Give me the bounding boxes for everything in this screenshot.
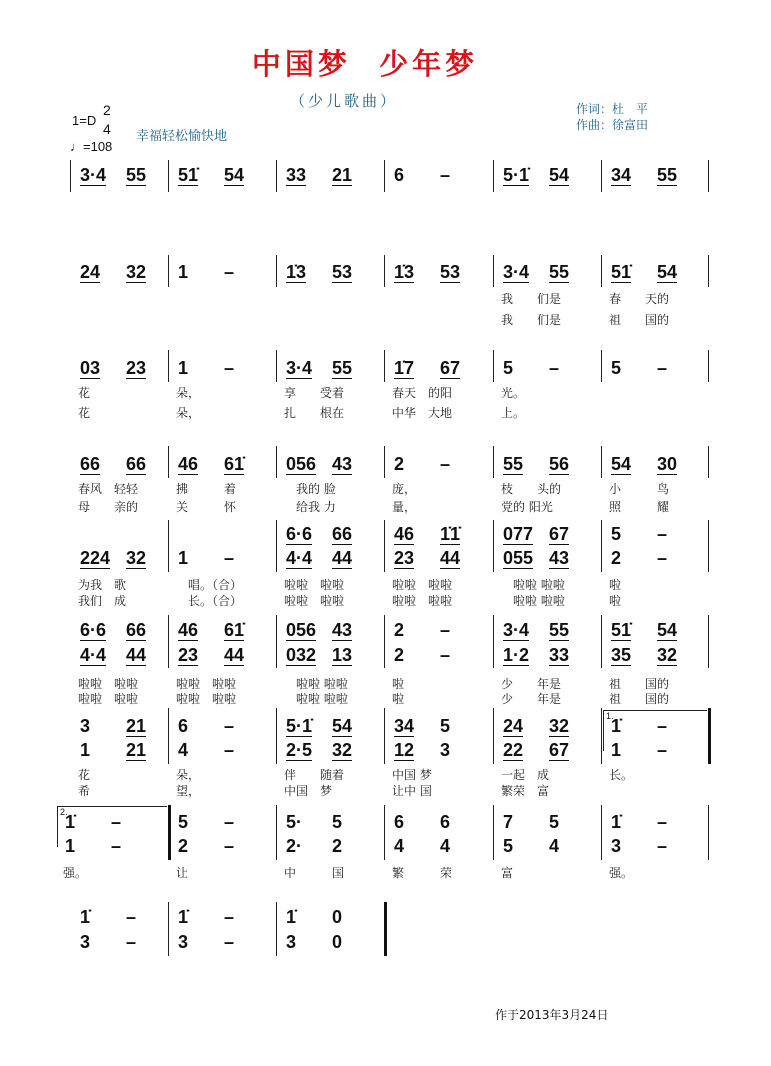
note-upper: 21 <box>332 165 353 185</box>
barline <box>493 350 494 382</box>
barline <box>276 446 277 478</box>
lyric-1: 花 <box>78 386 151 400</box>
note-upper: 66 <box>126 620 147 640</box>
note-upper: 7 <box>503 812 514 832</box>
lyric-2: 让中 国 <box>392 784 432 798</box>
note-upper: 55 <box>503 454 524 474</box>
note-lower: 4 <box>440 836 451 856</box>
note-upper: 5· <box>286 812 303 832</box>
lyric-1: 啦啦 啦啦 <box>78 677 139 691</box>
note-upper: 1̇ <box>611 812 622 832</box>
barline <box>384 615 385 668</box>
volta-bracket: 2. <box>57 806 167 847</box>
note-upper: 54 <box>611 454 632 474</box>
note-upper: 54 <box>549 165 570 185</box>
barline <box>493 805 494 860</box>
note-upper: 32 <box>549 716 570 736</box>
lyric-1: 享 受着 <box>284 386 345 400</box>
lyric-2: 繁荣 富 <box>501 784 550 798</box>
note-upper: 54 <box>657 262 678 282</box>
note-lower: 67 <box>549 740 570 760</box>
note-upper: 3·4 <box>286 358 313 378</box>
note-upper: – <box>549 358 560 378</box>
lyric-1: 朵， <box>176 386 201 400</box>
note-lower: 32 <box>657 645 678 665</box>
note-upper: 5 <box>549 812 560 832</box>
note-lower: – <box>224 548 235 568</box>
lyric-2: 党的 阳光 <box>501 500 553 514</box>
note-lower: 1 <box>178 548 189 568</box>
note-lower: 2 <box>332 836 343 856</box>
note-upper: 51̇ <box>611 620 632 640</box>
note-upper: 1̇3 <box>286 262 307 282</box>
barline <box>384 350 385 382</box>
note-lower: 3 <box>178 932 189 952</box>
note-upper: 43 <box>332 454 353 474</box>
double-barline <box>168 805 171 860</box>
barline <box>708 615 709 668</box>
lyric-2: 量， <box>392 500 417 514</box>
note-lower: 3 <box>440 740 451 760</box>
lyric-2: 中华 大地 <box>392 406 453 420</box>
note-upper: 54 <box>332 716 353 736</box>
lyric-1: 拂 着 <box>176 482 237 496</box>
lyric-1: 祖 国的 <box>609 677 670 691</box>
note-lower: 4 <box>178 740 189 760</box>
note-lower: 055 <box>503 548 534 568</box>
note-lower: 2 <box>394 645 405 665</box>
lyric-1: 啦 <box>392 677 405 691</box>
note-upper: 43 <box>332 620 353 640</box>
lyric-1: 啦啦 啦啦 <box>176 677 237 691</box>
note-upper: 55 <box>549 262 570 282</box>
note-upper: 46 <box>178 620 199 640</box>
note-lower: 22 <box>503 740 524 760</box>
barline <box>168 160 169 192</box>
lyric-1: 啦啦 啦啦 <box>284 578 345 592</box>
barline <box>276 805 277 860</box>
lyric-1: 我的 脸 <box>284 482 336 496</box>
note-lower: 23 <box>394 548 415 568</box>
barline <box>168 708 169 764</box>
lyric-1: 唱。（合） <box>176 578 243 592</box>
barline <box>384 255 385 287</box>
barline <box>708 350 709 382</box>
note-upper: 2 <box>394 620 405 640</box>
barline <box>601 615 602 668</box>
barline <box>276 902 277 956</box>
note-lower: 0 <box>332 932 343 952</box>
note-upper: 30 <box>657 454 678 474</box>
barline <box>708 520 709 572</box>
note-upper: – <box>224 716 235 736</box>
note-lower: 23 <box>178 645 199 665</box>
barline <box>168 350 169 382</box>
note-upper: 6 <box>394 812 405 832</box>
note-upper: 66 <box>332 524 353 544</box>
lyric-1: 强。 <box>63 866 88 880</box>
note-lower: – <box>657 548 668 568</box>
note-lower: – <box>126 932 137 952</box>
note-lower: – <box>440 645 451 665</box>
barline <box>168 520 169 572</box>
barline <box>384 520 385 572</box>
note-upper: 5 <box>332 812 343 832</box>
barline <box>601 805 602 860</box>
note-lower: 2 <box>178 836 189 856</box>
lyric-1: 一起 成 <box>501 768 550 782</box>
lyric-1: 长。 <box>609 768 634 782</box>
note-upper: 66 <box>80 454 101 474</box>
note-upper: 6·6 <box>80 620 107 640</box>
note-upper: 55 <box>126 165 147 185</box>
lyric-2: 上。 <box>501 406 526 420</box>
barline <box>168 446 169 478</box>
barline <box>708 255 709 287</box>
lyric-2: 少 年是 <box>501 692 562 706</box>
lyric-1: 春天 的阳 <box>392 386 453 400</box>
note-upper: 1 <box>178 358 189 378</box>
song-title: 中国梦 少年梦 <box>251 47 479 81</box>
note-upper: 6 <box>440 812 451 832</box>
lyric-1: 花 <box>78 768 91 782</box>
barline <box>276 255 277 287</box>
note-upper: 32 <box>126 262 147 282</box>
note-upper: 3·4 <box>503 620 530 640</box>
note-lower: 1 <box>80 740 91 760</box>
barline <box>276 615 277 668</box>
barline <box>493 255 494 287</box>
note-lower: 224 <box>80 548 111 568</box>
note-upper: 1 <box>178 262 189 282</box>
note-upper: 1̇1̇ <box>440 524 461 544</box>
note-lower: 5 <box>503 836 514 856</box>
lyric-1: 春风 轻轻 <box>78 482 139 496</box>
lyric-1: 强。 <box>609 866 634 880</box>
note-lower: 2· <box>286 836 303 856</box>
note-upper: – <box>657 524 668 544</box>
note-upper: 5·1̇ <box>286 716 313 736</box>
note-lower: 44 <box>126 645 147 665</box>
lyric-1: 啦啦 啦啦 <box>284 677 348 691</box>
note-upper: 1̇ <box>611 716 622 736</box>
note-lower: 44 <box>440 548 461 568</box>
lyric-1: 啦 <box>609 578 622 592</box>
composer: 作曲：徐富田 <box>576 118 649 132</box>
lyric-1: 少 年是 <box>501 677 562 691</box>
note-upper: 3·4 <box>503 262 530 282</box>
note-upper: 5·1̇ <box>503 165 530 185</box>
note-lower: – <box>111 836 122 856</box>
note-lower: – <box>224 836 235 856</box>
barline <box>168 902 169 956</box>
lyric-1: 我 们是 <box>501 292 562 306</box>
note-upper: 1̇7 <box>394 358 415 378</box>
lyric-2: 望， <box>176 784 201 798</box>
note-upper: 51̇ <box>178 165 199 185</box>
lyric-2: 花 <box>78 406 151 420</box>
note-lower: 1·2 <box>503 645 530 665</box>
note-upper: 34 <box>394 716 415 736</box>
time-signature-bottom: 4 <box>103 121 111 137</box>
lyric-1: 为我 歌 <box>78 578 127 592</box>
barline <box>493 446 494 478</box>
note-lower: 1 <box>611 740 622 760</box>
note-lower: 33 <box>549 645 570 665</box>
lyric-1: 小 鸟 <box>609 482 670 496</box>
note-upper: 55 <box>657 165 678 185</box>
note-upper: – <box>440 165 451 185</box>
barline <box>493 520 494 572</box>
note-lower: 35 <box>611 645 632 665</box>
lyric-1: 啦啦 啦啦 <box>392 578 453 592</box>
lyricist: 作词：杜 平 <box>576 102 649 116</box>
note-upper: – <box>657 716 668 736</box>
lyric-2: 关 怀 <box>176 500 237 514</box>
note-upper: 1̇3 <box>394 262 415 282</box>
note-upper: 1̇ <box>178 907 189 927</box>
barline <box>276 350 277 382</box>
note-upper: 24 <box>503 716 524 736</box>
note-lower: 1 <box>65 836 76 856</box>
note-lower: 2·5 <box>286 740 313 760</box>
lyric-2: 中国 梦 <box>284 784 333 798</box>
lyric-1: 让 <box>176 866 189 880</box>
footer-date: 作于2013年3月24日 <box>495 1008 609 1022</box>
note-upper: 46 <box>178 454 199 474</box>
barline <box>601 350 602 382</box>
barline <box>276 160 277 192</box>
note-upper: 1̇ <box>80 907 91 927</box>
note-upper: 61̇ <box>224 454 245 474</box>
note-lower: – <box>224 932 235 952</box>
note-upper: 1̇ <box>65 812 76 832</box>
lyric-2: 啦啦 啦啦 <box>78 692 139 706</box>
note-upper: 34 <box>611 165 632 185</box>
note-lower: 4·4 <box>80 645 107 665</box>
barline <box>601 446 602 478</box>
lyric-2: 我 们是 <box>501 313 562 327</box>
note-upper: 056 <box>286 454 317 474</box>
lyric-2: 希 <box>78 784 91 798</box>
lyric-2: 照 耀 <box>609 500 670 514</box>
barline <box>384 160 385 192</box>
lyric-2: 我们 成 <box>78 594 127 608</box>
note-upper: 3·4 <box>80 165 107 185</box>
lyric-2: 啦 <box>392 692 405 706</box>
note-upper: 0 <box>332 907 343 927</box>
lyric-1: 伴 随着 <box>284 768 345 782</box>
note-upper: 53 <box>332 262 353 282</box>
lyric-2: 啦啦 啦啦 <box>176 692 237 706</box>
lyric-1: 中国 梦 <box>392 768 432 782</box>
note-upper: 54 <box>657 620 678 640</box>
note-lower: 4 <box>394 836 405 856</box>
note-lower: – <box>657 836 668 856</box>
note-lower: 32 <box>126 548 147 568</box>
note-upper: 03 <box>80 358 101 378</box>
note-upper: 67 <box>549 524 570 544</box>
barline <box>384 805 385 860</box>
note-upper: 2 <box>394 454 405 474</box>
note-lower: 44 <box>224 645 245 665</box>
barline <box>601 520 602 572</box>
note-lower: – <box>657 740 668 760</box>
note-upper: – <box>111 812 122 832</box>
barline <box>493 615 494 668</box>
note-upper: 55 <box>332 358 353 378</box>
note-upper: 077 <box>503 524 534 544</box>
note-lower: 44 <box>332 548 353 568</box>
lyric-1: 春 天的 <box>609 292 670 306</box>
lyric-2: 啦啦 啦啦 <box>284 692 348 706</box>
note-lower: 2 <box>611 548 622 568</box>
note-lower: 3 <box>80 932 91 952</box>
system-bracket <box>70 160 71 192</box>
note-upper: – <box>224 358 235 378</box>
expression-marking: 幸福轻松愉快地 <box>136 129 228 144</box>
barline <box>168 615 169 668</box>
note-lower: 032 <box>286 645 317 665</box>
barline <box>493 708 494 764</box>
note-upper: – <box>440 620 451 640</box>
barline <box>708 160 709 192</box>
barline <box>168 255 169 287</box>
note-upper: – <box>657 358 668 378</box>
note-upper: 51̇ <box>611 262 632 282</box>
repeat-barline <box>708 708 711 764</box>
barline <box>708 446 709 478</box>
note-upper: 5 <box>440 716 451 736</box>
note-upper: 6 <box>178 716 189 736</box>
note-upper: 1̇ <box>286 907 297 927</box>
note-upper: 66 <box>126 454 147 474</box>
note-upper: 21 <box>126 716 147 736</box>
note-upper: 55 <box>549 620 570 640</box>
note-upper: – <box>224 907 235 927</box>
barline <box>601 160 602 192</box>
barline <box>276 520 277 572</box>
lyric-1: 枝 头的 <box>501 482 562 496</box>
note-lower: 12 <box>394 740 415 760</box>
lyric-2: 长。（合） <box>176 594 243 608</box>
lyric-2: 祖 国的 <box>609 313 670 327</box>
double-barline <box>384 902 387 956</box>
note-upper: 56 <box>549 454 570 474</box>
note-lower: 43 <box>549 548 570 568</box>
time-signature-top: 2 <box>103 102 111 118</box>
lyric-1: 光。 <box>501 386 526 400</box>
song-subtitle: （少儿歌曲） <box>290 92 399 110</box>
barline <box>601 708 602 764</box>
barline <box>384 708 385 764</box>
note-lower: 32 <box>332 740 353 760</box>
note-lower: 3 <box>286 932 297 952</box>
barline <box>601 255 602 287</box>
note-upper: 61̇ <box>224 620 245 640</box>
note-upper: – <box>440 454 451 474</box>
barline <box>708 805 709 860</box>
note-upper: 67 <box>440 358 461 378</box>
note-lower: 4·4 <box>286 548 313 568</box>
lyric-2: 朵， <box>176 406 201 420</box>
lyric-1: 中 国 <box>284 866 345 880</box>
lyric-1: 富 <box>501 866 514 880</box>
lyric-1: 朵， <box>176 768 201 782</box>
note-lower: – <box>224 740 235 760</box>
note-upper: – <box>224 262 235 282</box>
lyric-2: 母 亲的 <box>78 500 139 514</box>
lyric-2: 啦啦 啦啦 <box>392 594 453 608</box>
note-lower: 4 <box>549 836 560 856</box>
note-upper: 5 <box>611 358 622 378</box>
barline <box>493 160 494 192</box>
note-upper: 24 <box>80 262 101 282</box>
note-lower: 3 <box>611 836 622 856</box>
note-upper: – <box>657 812 668 832</box>
lyric-2: 扎 根在 <box>284 406 345 420</box>
note-upper: – <box>224 812 235 832</box>
key-signature: 1=D <box>72 113 97 128</box>
lyric-2: 祖 国的 <box>609 692 670 706</box>
barline <box>384 446 385 478</box>
lyric-1: 繁 荣 <box>392 866 453 880</box>
lyric-2: 给我 力 <box>284 500 336 514</box>
note-upper: 3 <box>80 716 91 736</box>
note-lower: 13 <box>332 645 353 665</box>
note-upper: 056 <box>286 620 317 640</box>
lyric-2: 啦 <box>609 594 622 608</box>
note-upper: 5 <box>178 812 189 832</box>
volta-bracket: 1. <box>603 710 707 751</box>
note-upper: 5 <box>611 524 622 544</box>
note-upper: 53 <box>440 262 461 282</box>
note-upper: 33 <box>286 165 307 185</box>
note-upper: – <box>126 907 137 927</box>
note-upper: 6·6 <box>286 524 313 544</box>
note-upper: 46 <box>394 524 415 544</box>
note-upper: 23 <box>126 358 147 378</box>
note-upper: 6 <box>394 165 405 185</box>
lyric-1: 啦啦 啦啦 <box>501 578 565 592</box>
lyric-2: 啦啦 啦啦 <box>284 594 345 608</box>
lyric-1: 庞， <box>392 482 417 496</box>
note-upper: 54 <box>224 165 245 185</box>
note-lower: 21 <box>126 740 147 760</box>
lyric-2: 啦啦 啦啦 <box>501 594 565 608</box>
tempo-marking: ♩=108 <box>70 139 113 154</box>
note-upper: 5 <box>503 358 514 378</box>
barline <box>276 708 277 764</box>
